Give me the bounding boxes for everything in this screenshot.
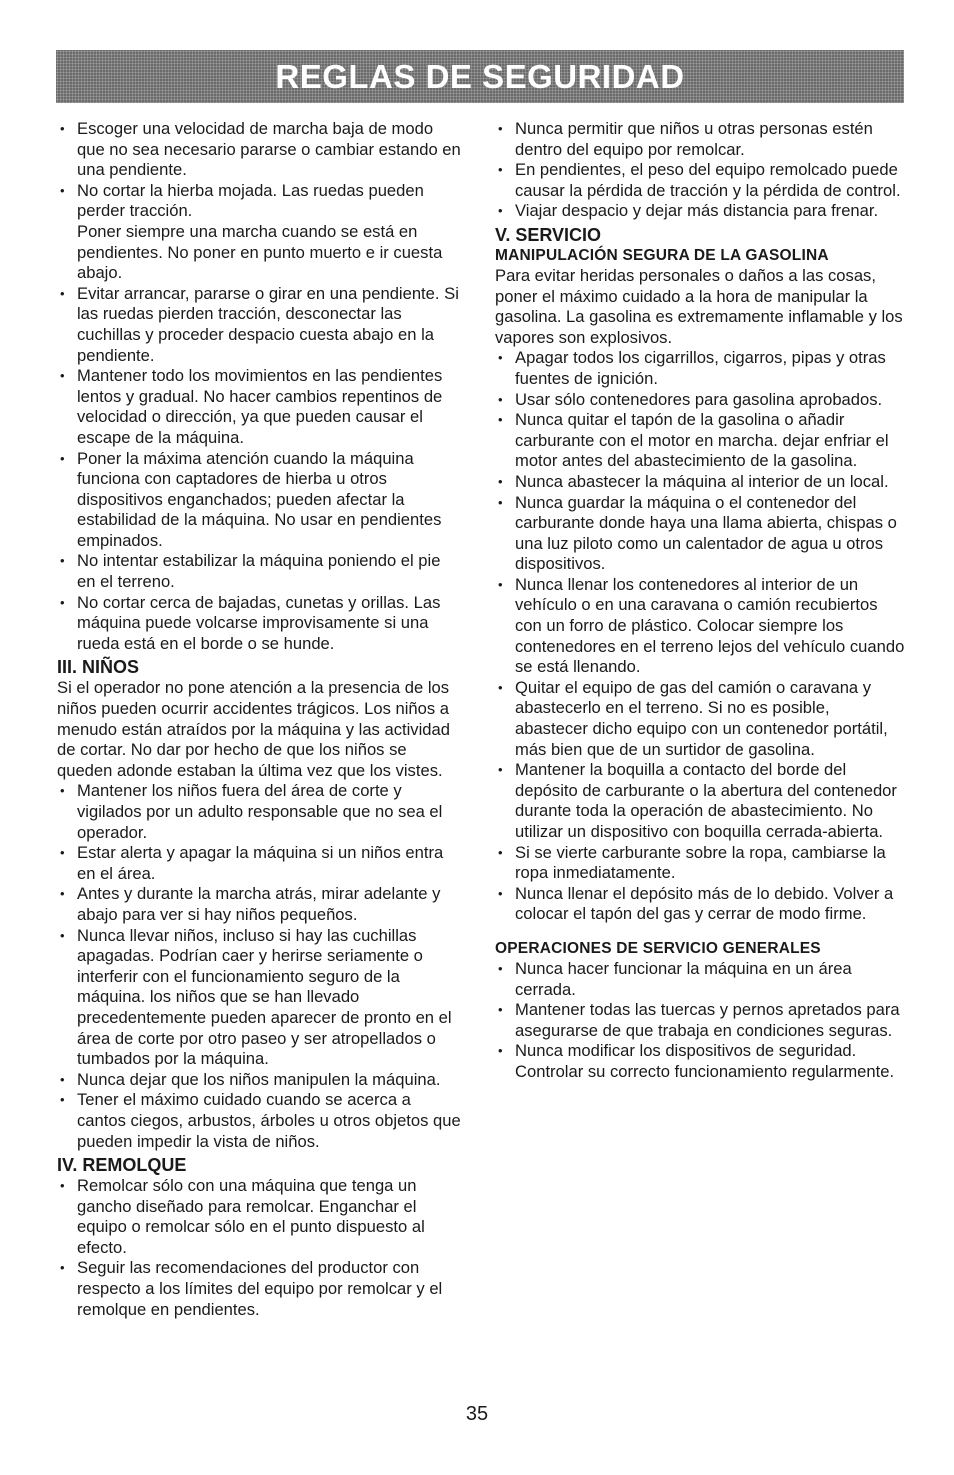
bullet-list	[495, 119, 905, 222]
list-item: • Nunca abastecer la máquina al interior de un local.	[495, 472, 905, 493]
list-item: • En pendientes, el peso del equipo remolcado puede causar la pérdida de tracción y la pérdida de control.	[495, 160, 905, 201]
continuation-text: Poner siempre una marcha cuando se está en pendientes. No poner en punto muerto e ir cuesta abajo.	[77, 221, 443, 283]
page-number: 35	[465, 1403, 489, 1425]
list-item: • Nunca modificar los dispositivos de seguridad. Controlar su correcto funcionamiento regularmente.	[495, 1041, 905, 1082]
list-item: • Si se vierte carburante sobre la ropa, cambiarse la ropa inmediatamente.	[495, 843, 905, 884]
list-item: • Mantener la boquilla a contacto del borde del depósito de carburante o la abertura del contenedor durante toda la operación de abastecimiento. No utilizar un dispositivo con boquilla cerrada-abierta.	[495, 760, 905, 842]
list-item: • Nunca hacer funcionar la máquina en un área cerrada.	[495, 959, 905, 1000]
subsection-heading-gasolina: MANIPULACIÓN SEGURA DE LA GASOLINA	[495, 246, 829, 264]
section-heading-ninos: III. NIÑOS	[57, 657, 140, 678]
subsection-heading-generales: OPERACIONES DE SERVICIO GENERALES	[495, 939, 821, 957]
section-intro: Si el operador no pone atención a la presencia de los niños pueden ocurrir accidentes trágicos. Los niños a menudo están atraídos por la máquina y las actividad de cortar. No dar por hecho de que los niños se queden adonde estaban la última vez que los vistes.	[57, 678, 450, 780]
list-item: • Escoger una velocidad de marcha baja de modo que no sea necesario pararse o cambiar estando en una pendiente.	[57, 119, 463, 181]
left-column	[57, 119, 463, 1320]
right-column	[495, 119, 905, 1083]
list-item: • Nunca permitir que niños u otras personas estén dentro del equipo por remolcar.	[495, 119, 905, 160]
bullet-list	[495, 348, 905, 925]
list-item: • Evitar arrancar, pararse o girar en una pendiente. Si las ruedas pierden tracción, desconectar las cuchillas y proceder despacio cuesta abajo en la pendiente.	[57, 284, 463, 366]
list-item: • No cortar cerca de bajadas, cunetas y orillas. Las máquina puede volcarse improvisamente si una rueda está en el borde o se hunde.	[57, 593, 463, 655]
list-item: • Antes y durante la marcha atrás, mirar adelante y abajo para ver si hay niños pequeños.	[57, 884, 463, 925]
bullet-list	[57, 781, 463, 1152]
bullet-list	[57, 1176, 463, 1320]
bullet-list	[495, 959, 905, 1083]
section-heading-remolque: IV. REMOLQUE	[57, 1155, 187, 1176]
list-item: • Nunca dejar que los niños manipulen la máquina.	[57, 1070, 463, 1091]
list-item: • No intentar estabilizar la máquina poniendo el pie en el terreno.	[57, 551, 463, 592]
list-item: • Nunca llenar el depósito más de lo debido. Volver a colocar el tapón del gas y cerrar de modo firme.	[495, 884, 905, 925]
list-item: • Viajar despacio y dejar más distancia para frenar.	[495, 201, 905, 222]
list-item: • Mantener todo los movimientos en las pendientes lentos y gradual. No hacer cambios repentinos de velocidad o dirección, ya que pueden causar el escape de la máquina.	[57, 366, 463, 448]
list-item: • Usar sólo contenedores para gasolina aprobados.	[495, 390, 905, 411]
list-item: • Quitar el equipo de gas del camión o caravana y abastecerlo en el terreno. Si no es posible, abastecer dicho equipo con un contenedor portátil, más bien que de un surtidor de gasolina.	[495, 678, 905, 760]
list-item: • Mantener los niños fuera del área de corte y vigilados por un adulto responsable que no sea el operador.	[57, 781, 463, 843]
section-heading-servicio: V. SERVICIO	[495, 224, 602, 245]
page-title: REGLAS DE SEGURIDAD	[275, 57, 685, 95]
bullet-list	[57, 284, 463, 655]
list-item: • Nunca quitar el tapón de la gasolina o añadir carburante con el motor en marcha. dejar enfriar el motor antes del abastecimiento de la gasolina.	[495, 410, 905, 472]
list-item: • No cortar la hierba mojada. Las ruedas pueden perder tracción.	[57, 181, 463, 222]
section-banner	[56, 50, 904, 103]
section-intro: Para evitar heridas personales o daños a las cosas, poner el máximo cuidado a la hora de manipular la gasolina. La gasolina es extremamente inflamable y los vapores son explosivos.	[495, 265, 903, 347]
list-item: • Poner la máxima atención cuando la máquina funciona con captadores de hierba u otros dispositivos enganchados; pueden afectar la estabilidad de la máquina. No usar en pendientes empinados.	[57, 449, 463, 552]
list-item: • Remolcar sólo con una máquina que tenga un gancho diseñado para remolcar. Enganchar el equipo o remolcar sólo en el punto dispuesto al efecto.	[57, 1176, 463, 1258]
list-item: • Apagar todos los cigarrillos, cigarros, pipas y otras fuentes de ignición.	[495, 348, 905, 389]
list-item: • Seguir las recomendaciones del productor con respecto a los límites del equipo por remolcar y el remolque en pendientes.	[57, 1258, 463, 1320]
list-item: • Estar alerta y apagar la máquina si un niños entra en el área.	[57, 843, 463, 884]
list-item: • Nunca llenar los contenedores al interior de un vehículo o en una caravana o camión recubiertos con un forro de plástico. Colocar siempre los contenedores en el terreno lejos del vehículo cuando se está llenando.	[495, 575, 905, 678]
list-item: • Nunca guardar la máquina o el contenedor del carburante donde haya una llama abierta, chispas o una luz piloto como un calentador de agua u otros dispositivos.	[495, 493, 905, 575]
bullet-list	[57, 119, 463, 222]
list-item: • Mantener todas las tuercas y pernos apretados para asegurarse de que trabaja en condiciones seguras.	[495, 1000, 905, 1041]
list-item: • Nunca llevar niños, incluso si hay las cuchillas apagadas. Podrían caer y herirse seriamente o interferir con el funcionamiento seguro de la máquina. los niños que se han llevado precedentemente pueden aparecer de pronto en el área de corte por otro paseo y ser atropellados o tumbados por la máquina.	[57, 926, 463, 1070]
list-item: • Tener el máximo cuidado cuando se acerca a cantos ciegos, arbustos, árboles u otros objetos que pueden impedir la vista de niños.	[57, 1090, 463, 1152]
